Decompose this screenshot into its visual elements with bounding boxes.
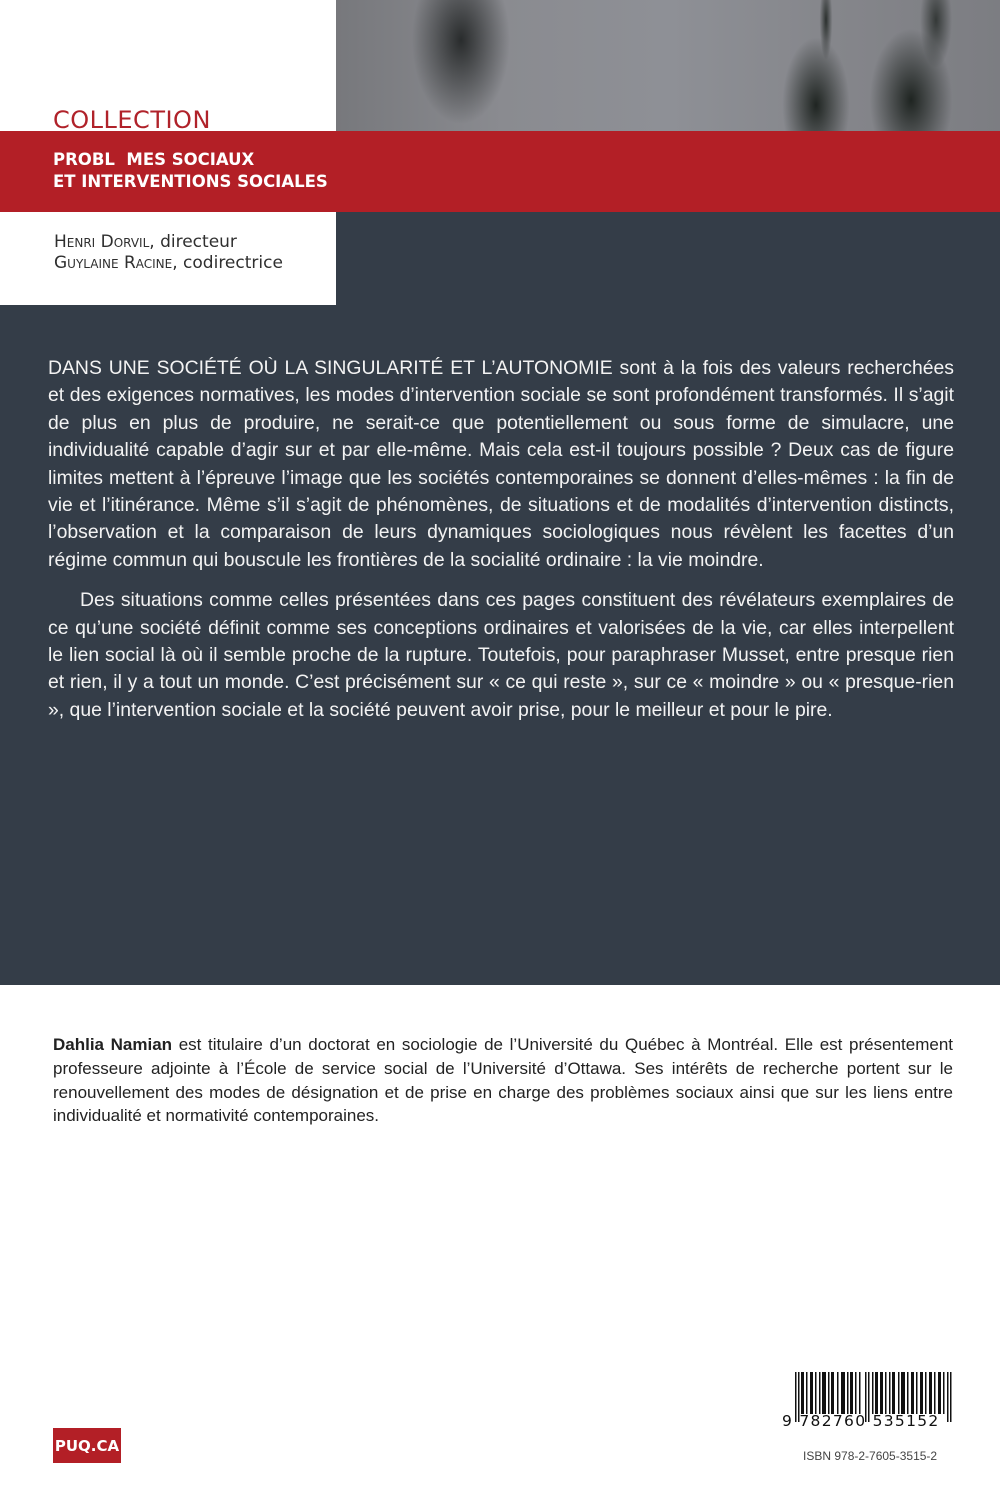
director-role: , directeur (149, 232, 237, 252)
collection-label: COLLECTION (53, 106, 211, 131)
series-title-line1: PROBL MES SOCIAUX (53, 150, 255, 169)
blurb-paragraph-1-text: sont à la fois des valeurs recherchées et des exigences normatives, les modes d’intervention sociale se sont profondément transformés. Il s’agit de plus en plus de produire, ne serait-ce que potentiellement ou sous forme de simulacre, une individualité capable d’agir sur et par elle-même. Mais cela est-il toujours possible ? Deux cas de figure limites mettent à l’épreuve l’image que les sociétés contemporaines se donnent d’elles-mêmes : la fin de vie et l’itinérance. Même s’il s’agit de phénomènes, de situations et de modalités d’intervention distincts, l’observation et la comparaison de leurs dynamiques sociologiques nous révèlent les facettes d’un régime commun qui bouscule les frontières de la socialité ordinaire : la vie moindre. (48, 357, 954, 571)
series-title-line2: ET INTERVENTIONS SOCIALES (53, 172, 328, 191)
series-title (53, 149, 328, 193)
codirector-role: , codirectrice (172, 253, 283, 273)
blurb-paragraph-1 (48, 355, 954, 574)
director-name: Henri Dorvil (54, 232, 150, 252)
blurb-lead-in: DANS UNE SOCIÉTÉ OÙ LA SINGULARITÉ ET L’AUTONOMIE (48, 357, 613, 379)
blurb-paragraph-2: Des situations comme celles présentées dans ces pages constituent des révélateurs exemplaires de ce qu’une société définit comme ses conceptions ordinaires et valorisées de la vie, car elles interpellent le lien social là où il semble proche de la rupture. Toutefois, pour paraphraser Musset, entre presque rien et rien, il y a tout un monde. C’est précisément sur « ce qui reste », sur ce « moindre » ou « presque-rien », que l’intervention sociale et la société peuvent avoir prise, pour le meilleur et pour le pire. (48, 589, 954, 721)
author-bio-text: est titulaire d’un doctorat en sociologie de l’Université du Québec à Montréal. Elle est présentement professeure adjointe à l’École de service social de l’Université d’Ottawa. Ses intérêts de recherche portent sur le renouvellement des modes de désignation et de prise en charge des problèmes sociaux ainsi que sur les liens entre individualité et normativité contemporaines. (53, 1035, 953, 1126)
cover-artwork-image (336, 0, 1000, 131)
codirector-line (54, 253, 283, 274)
publisher-website-link[interactable]: PUQ.CA (53, 1428, 121, 1463)
director-line (54, 232, 283, 253)
barcode-digits: 9 782760 535152 (782, 1412, 940, 1430)
isbn-label: ISBN 978-2-7605-3515-2 (803, 1449, 938, 1463)
author-bio (53, 1033, 953, 1128)
codirector-name: Guylaine Racine (54, 253, 173, 273)
book-blurb (48, 355, 954, 724)
author-name: Dahlia Namian (53, 1035, 173, 1054)
dark-panel-top (336, 212, 1000, 305)
series-directors (54, 232, 283, 274)
